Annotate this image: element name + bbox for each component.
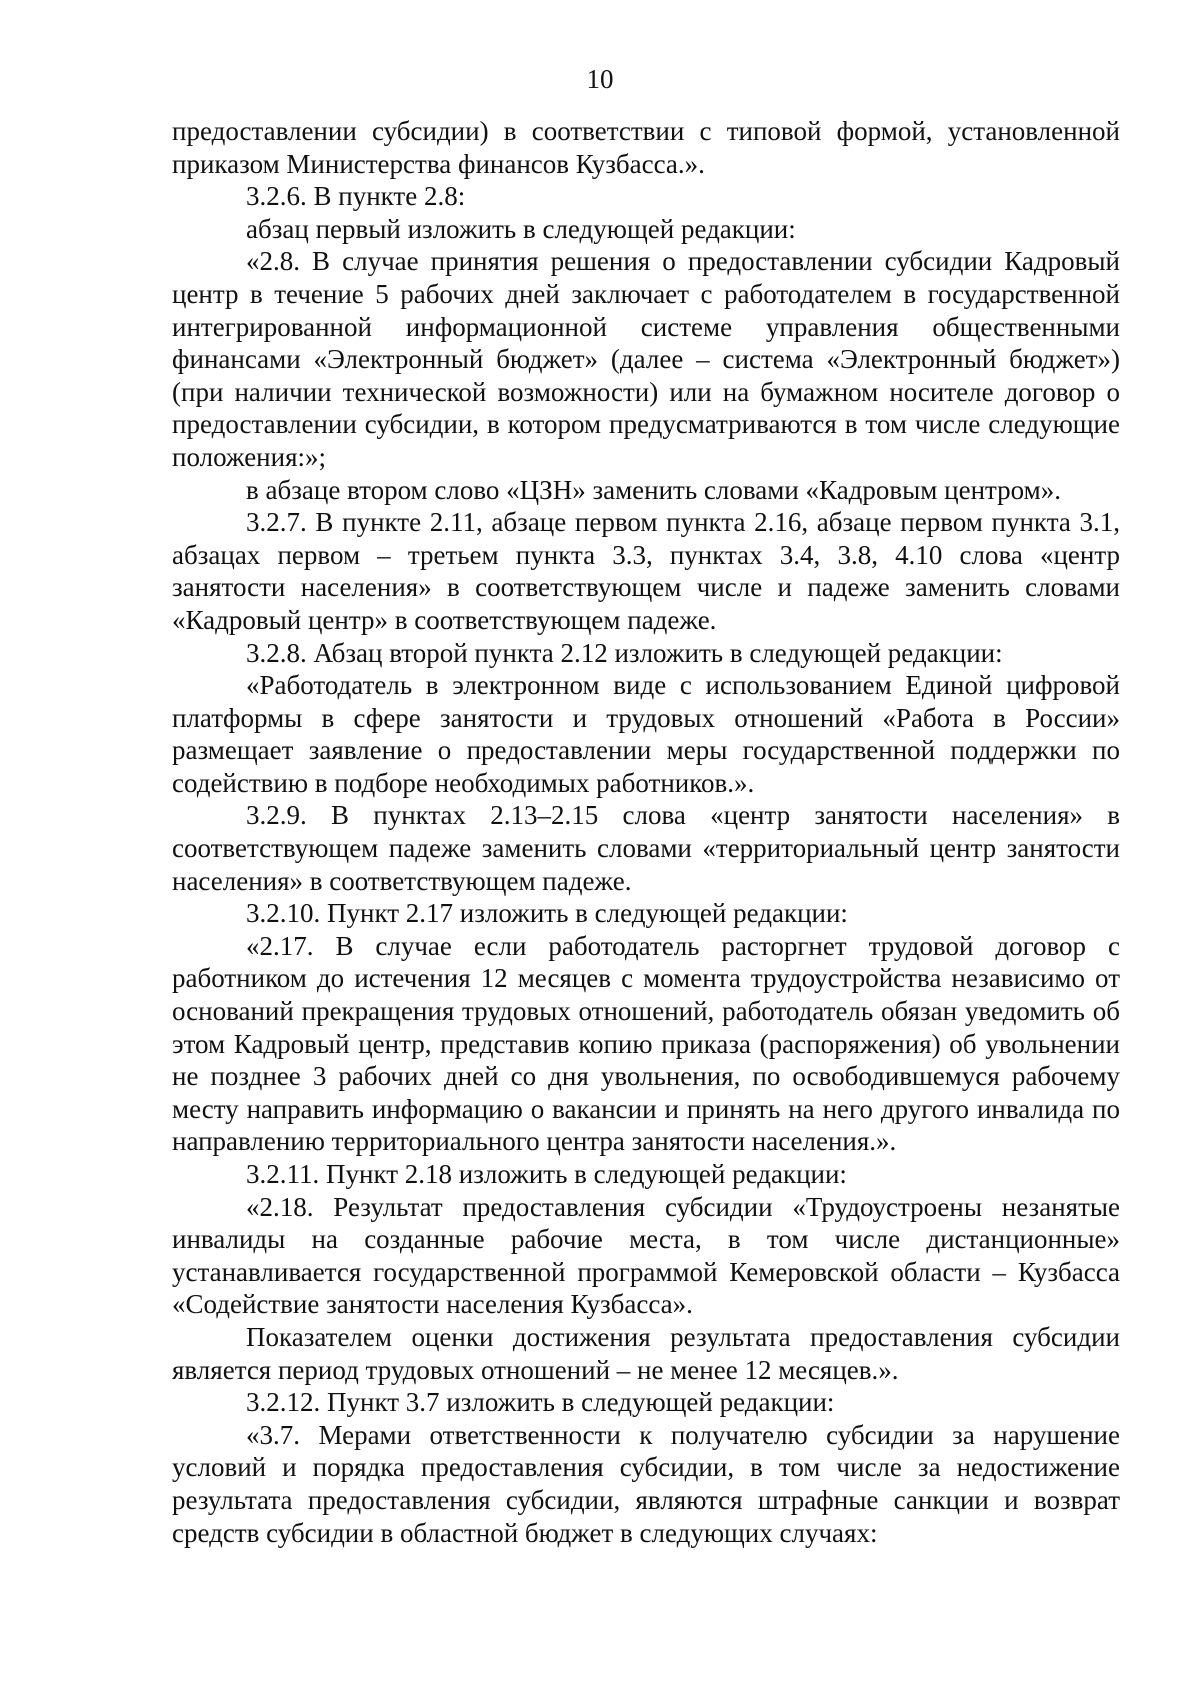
paragraph-1: предоставлении субсидии) в соответствии с типовой формой, установленной приказом Министерства финансов Кузбасса.». <box>172 116 1120 179</box>
document-body <box>172 115 1120 1549</box>
paragraph-16: «3.7. Мерами ответственности к получателю субсидии за нарушение условий и порядка предоставления субсидии, в том числе за недостижение результата предоставления субсидии, являются штрафные санкции и возврат средств субсидии в областной бюджет в следующих случаях: <box>172 1419 1120 1548</box>
paragraph-8: «Работодатель в электронном виде с использованием Единой цифровой платформы в сфере занятости и трудовых отношений «Работа в России» размещает заявление о предоставлении меры государственной поддержки по содействию в подборе необходимых работников.». <box>172 670 1120 798</box>
paragraph-14: Показателем оценки достижения результата предоставления субсидии является период трудовых отношений – не менее 12 месяцев.». <box>172 1321 1120 1385</box>
paragraph-15: 3.2.12. Пункт 3.7 изложить в следующей редакции: <box>246 1387 835 1418</box>
paragraph-10: 3.2.10. Пункт 2.17 изложить в следующей редакции: <box>246 898 848 929</box>
paragraph-3: абзац первый изложить в следующей редакции: <box>246 213 796 244</box>
paragraph-6: 3.2.7. В пункте 2.11, абзаце первом пункта 2.16, абзаце первом пункта 3.1, абзацах первом – третьем пункта 3.3, пунктах 3.4, 3.8, 4.10 слова «центр занятости населения» в соответствующем числе и падеже заменить словами «Кадровый центр» в соответствующем падеже. <box>172 507 1120 635</box>
paragraph-9: 3.2.9. В пунктах 2.13–2.15 слова «центр занятости населения» в соответствующем падеже заменить словами «территориальный центр занятости населения» в соответствующем падеже. <box>172 800 1120 896</box>
paragraph-11: «2.17. В случае если работодатель расторгнет трудовой договор с работником до истечения 12 месяцев с момента трудоустройства независимо от оснований прекращения трудовых отношений, работодатель обязан уведомить об этом Кадровый центр, представив копию приказа (распоряжения) об увольнении не позднее 3 рабочих дней со дня увольнения, по освободившемуся рабочему месту направить информацию о вакансии и принять на него другого инвалида по направлению территориального центра занятости населения.». <box>172 930 1120 1157</box>
paragraph-5: в абзаце втором слово «ЦЗН» заменить словами «Кадровым центром». <box>246 474 1061 505</box>
paragraph-13: «2.18. Результат предоставления субсидии «Трудоустроены незанятые инвалиды на созданные рабочие места, в том числе дистанционные» устанавливается государственной программой Кемеровской области – Кузбасса «Содействие занятости населения Кузбасса». <box>172 1191 1120 1320</box>
paragraph-4: «2.8. В случае принятия решения о предоставлении субсидии Кадровый центр в течение 5 рабочих дней заключает с работодателем в государственной интегрированной информационной системе управления общественными финансами «Электронный бюджет» (далее – система «Электронный бюджет») (при наличии технической возможности) или на бумажном носителе договор о предоставлении субсидии, в котором предусматриваются в том числе следующие положения:»; <box>172 246 1120 472</box>
page-number: 10 <box>586 64 614 94</box>
paragraph-7: 3.2.8. Абзац второй пункта 2.12 изложить в следующей редакции: <box>246 637 1003 668</box>
paragraph-2: 3.2.6. В пункте 2.8: <box>246 181 466 212</box>
paragraph-12: 3.2.11. Пункт 2.18 изложить в следующей редакции: <box>246 1159 847 1189</box>
